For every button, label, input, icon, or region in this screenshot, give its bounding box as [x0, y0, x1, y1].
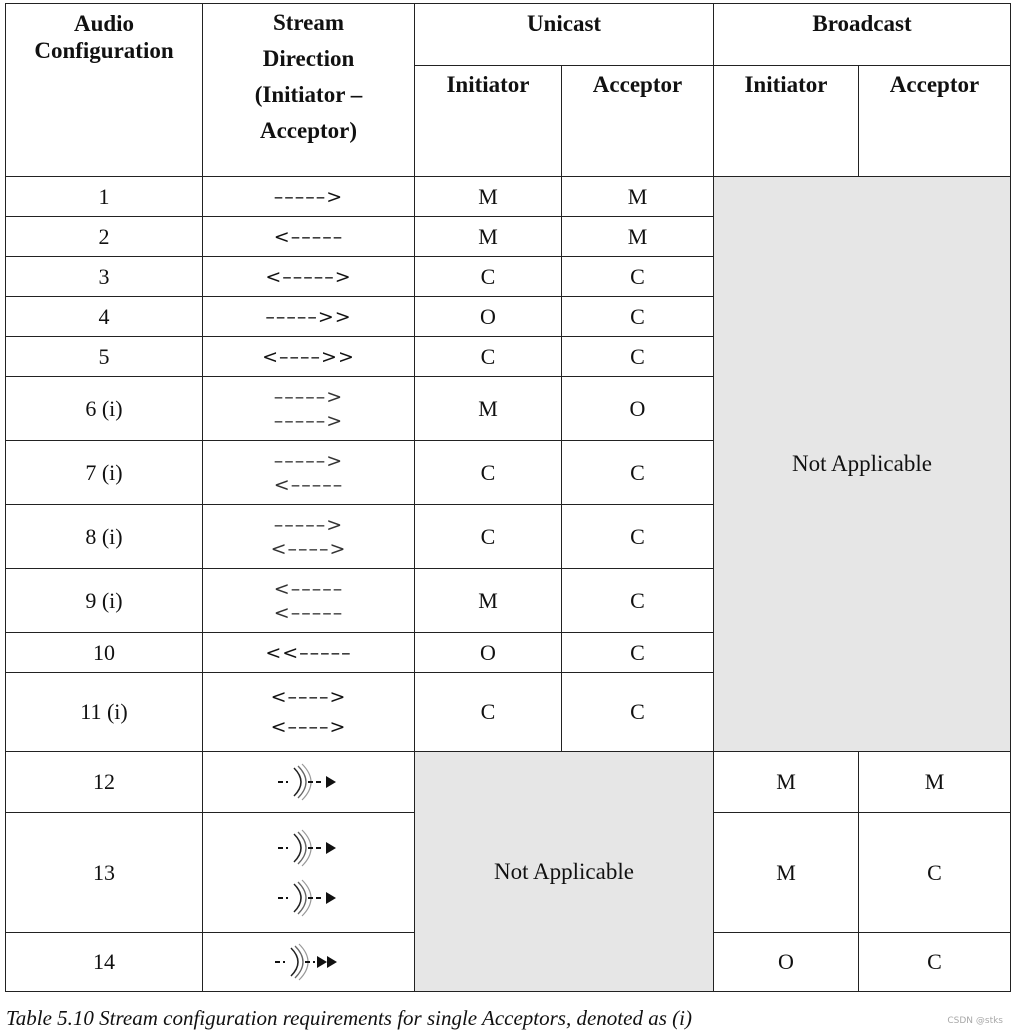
watermark: CSDN @stks [947, 1016, 1003, 1026]
broadcast-acceptor-cell: M [859, 752, 1011, 813]
direction-arrow-line: <––––> [270, 716, 347, 738]
unicast-initiator-cell: O [415, 297, 562, 337]
direction-arrow-line: –––––> [273, 513, 344, 536]
config-cell: 1 [6, 177, 203, 217]
broadcast-arrow-icon [274, 828, 344, 868]
header-stream-direction: Stream Direction (Initiator – Acceptor) [203, 4, 415, 177]
header-unicast-acceptor: Acceptor [562, 66, 714, 177]
config-cell: 11 (i) [6, 673, 203, 752]
table-row [6, 177, 1011, 217]
config-cell: 2 [6, 217, 203, 257]
config-cell: 14 [6, 933, 203, 992]
unicast-initiator-cell: C [415, 337, 562, 377]
direction-arrow [203, 441, 415, 505]
unicast-acceptor-cell: C [562, 633, 714, 673]
unicast-initiator-cell: C [415, 257, 562, 297]
header-broadcast-acceptor: Acceptor [859, 66, 1011, 177]
broadcast-arrow-icon [274, 762, 344, 802]
unicast-initiator-cell: O [415, 633, 562, 673]
direction-arrow: –––––> [203, 177, 415, 217]
direction-arrow: <<––––– [203, 633, 415, 673]
broadcast-initiator-cell: O [714, 933, 859, 992]
unicast-initiator-cell: C [415, 441, 562, 505]
config-cell: 7 (i) [6, 441, 203, 505]
broadcast-initiator-cell: M [714, 752, 859, 813]
broadcast-acceptor-cell: C [859, 813, 1011, 933]
direction-arrow-line: <––––> [270, 686, 347, 708]
config-cell: 5 [6, 337, 203, 377]
direction-arrow [203, 933, 415, 992]
direction-arrow [203, 813, 415, 933]
unicast-acceptor-cell: C [562, 505, 714, 569]
unicast-initiator-cell: M [415, 377, 562, 441]
config-cell: 4 [6, 297, 203, 337]
table-caption: Table 5.10 Stream configuration requirements for single Acceptors, denoted as (i) [6, 1006, 692, 1030]
header-broadcast: Broadcast [714, 4, 1011, 66]
config-cell: 12 [6, 752, 203, 813]
direction-arrow [203, 673, 415, 752]
direction-arrow: <––––>> [203, 337, 415, 377]
unicast-acceptor-cell: C [562, 337, 714, 377]
unicast-initiator-cell: C [415, 673, 562, 752]
unicast-acceptor-cell: C [562, 673, 714, 752]
unicast-acceptor-cell: O [562, 377, 714, 441]
unicast-acceptor-cell: M [562, 177, 714, 217]
header-audio-configuration: Audio Configuration [6, 4, 203, 177]
broadcast-double-arrow-icon [271, 942, 347, 982]
unicast-acceptor-cell: C [562, 569, 714, 633]
direction-arrow-line: <––––> [270, 537, 347, 560]
direction-arrow-line: –––––> [273, 409, 344, 432]
direction-arrow-line: <––––– [273, 601, 344, 624]
config-cell: 6 (i) [6, 377, 203, 441]
config-cell: 8 (i) [6, 505, 203, 569]
header-broadcast-initiator: Initiator [714, 66, 859, 177]
unicast-not-applicable: Not Applicable [415, 752, 714, 992]
direction-arrow: –––––>> [203, 297, 415, 337]
direction-arrow [203, 752, 415, 813]
direction-arrow [203, 377, 415, 441]
broadcast-initiator-cell: M [714, 813, 859, 933]
broadcast-arrow-icon [274, 878, 344, 918]
direction-arrow [203, 505, 415, 569]
unicast-acceptor-cell: M [562, 217, 714, 257]
direction-arrow: <––––– [203, 217, 415, 257]
header-unicast-initiator: Initiator [415, 66, 562, 177]
direction-arrow-line: –––––> [273, 385, 344, 408]
unicast-acceptor-cell: C [562, 257, 714, 297]
unicast-initiator-cell: M [415, 569, 562, 633]
unicast-acceptor-cell: C [562, 297, 714, 337]
direction-arrow-line: <––––– [273, 473, 344, 496]
config-cell: 3 [6, 257, 203, 297]
broadcast-not-applicable: Not Applicable [714, 177, 1011, 752]
stream-config-table [5, 3, 1011, 992]
table-row [6, 752, 1011, 813]
header-unicast: Unicast [415, 4, 714, 66]
broadcast-acceptor-cell: C [859, 933, 1011, 992]
unicast-initiator-cell: M [415, 217, 562, 257]
config-cell: 9 (i) [6, 569, 203, 633]
config-cell: 10 [6, 633, 203, 673]
unicast-acceptor-cell: C [562, 441, 714, 505]
unicast-initiator-cell: C [415, 505, 562, 569]
config-cell: 13 [6, 813, 203, 933]
direction-arrow-line: –––––> [273, 449, 344, 472]
direction-arrow-line: <––––– [273, 577, 344, 600]
direction-arrow: <–––––> [203, 257, 415, 297]
unicast-initiator-cell: M [415, 177, 562, 217]
direction-arrow [203, 569, 415, 633]
